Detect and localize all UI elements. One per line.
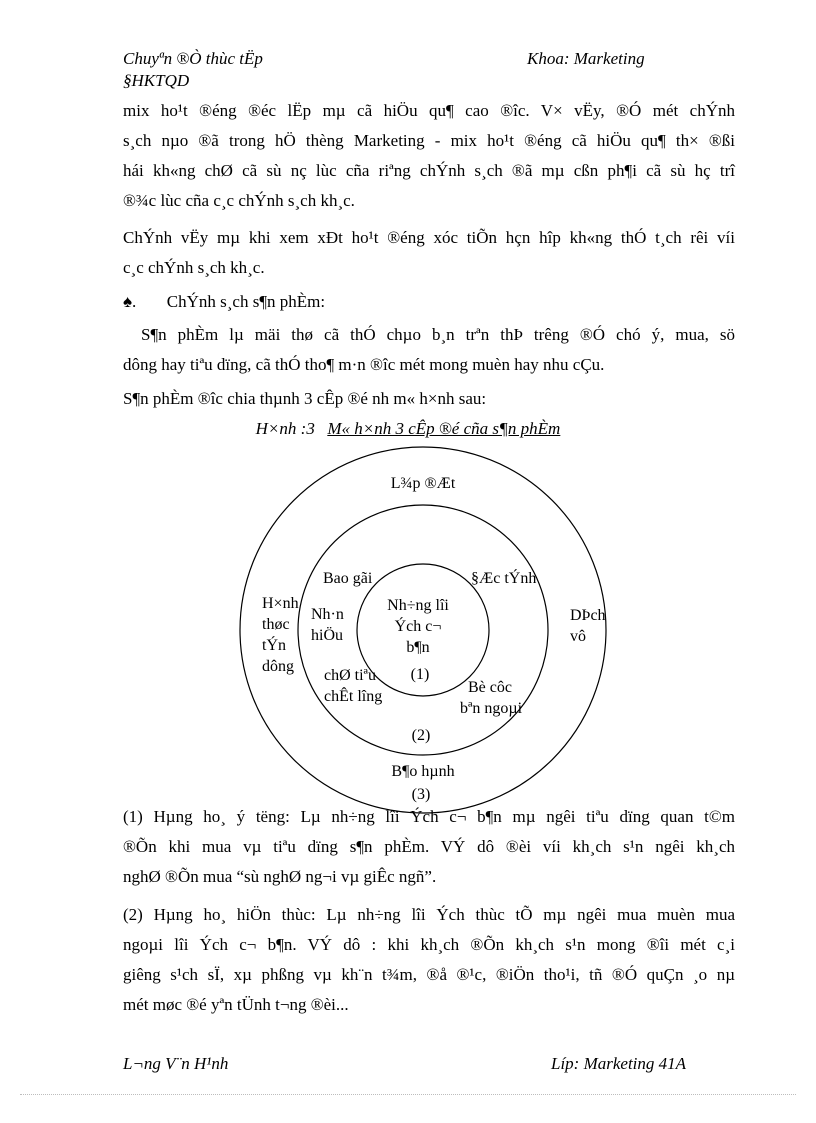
label-core-line: Nh÷ng lîi <box>387 597 449 614</box>
label-service-line: DÞch <box>570 607 606 624</box>
footer-author: L¬ng V¨n H¹nh <box>123 1054 229 1073</box>
label-warranty: B¶o hµnh <box>391 763 455 780</box>
footer-class: Líp: Marketing 41A <box>551 1054 687 1073</box>
label-design-line: Bè côc <box>468 679 512 696</box>
header-title: Chuyªn ®Ò thùc tËp <box>123 49 263 68</box>
figure-caption <box>0 419 816 439</box>
label-brand-line: hiÖu <box>311 627 343 644</box>
text-line: S¶n phÈm lµ mäi thø cã thÓ chµo b¸n trªn thÞ trêng ®Ó chó ý, mua, sö <box>141 325 735 344</box>
label-packaging: Bao gãi <box>323 570 373 587</box>
text-line: dông hay tiªu dïng, cã thÓ tho¶ m·n ®îc mét mong muèn hay nhu cÇu. <box>123 355 605 374</box>
header-faculty: Khoa: Marketing <box>527 49 645 68</box>
heading-product-policy: ChÝnh s¸ch s¶n phÈm: <box>166 292 326 311</box>
page-divider <box>20 1094 796 1095</box>
middle-circle-actual <box>298 505 548 755</box>
label-credit-line: H×nh <box>262 595 299 612</box>
figure-title: M« h×nh 3 cÊp ®é cña s¶n phÈm <box>327 419 561 438</box>
paragraph-product-definition <box>123 320 735 380</box>
text-line: hái kh«ng chØ cã sù nç lùc cña riªng chÝnh s¸ch ®ã mµ cßn ph¶i cã sù hç trî <box>123 161 735 180</box>
text-line: ChÝnh vËy mµ khi xem xÐt ho¹t ®éng xóc tiÕn hçn hîp kh«ng thÓ t¸ch rêi víi <box>123 228 735 247</box>
list-item-actual-product <box>123 900 735 1020</box>
figure-number: H×nh :3 <box>255 419 315 438</box>
list-item-core-product <box>123 802 735 892</box>
label-credit-line: tÝn <box>262 637 286 654</box>
section-heading <box>123 287 735 317</box>
label-level-3: (3) <box>411 786 431 803</box>
text-line: (2) Hµng ho¸ hiÖn thùc: Lµ nh÷ng lîi Ých thùc tÕ mµ ngêi mua muèn mua <box>123 905 735 924</box>
text-line: ®¾c lùc cña c¸c chÝnh s¸ch kh¸c. <box>123 191 355 210</box>
text-line: ngoµi lîi Ých c¬ b¶n. VÝ dô : khi kh¸ch ®Õn kh¸ch s¹n mong ®îi mét c¸i <box>123 935 735 954</box>
header-university: §HKTQD <box>123 71 190 90</box>
outer-circle-augmented <box>240 447 606 813</box>
text-line: nghØ ®Õn mua “sù nghØ ng¬i vµ giÊc ngñ”. <box>123 867 437 886</box>
text-line: ®Õn khi mua vµ tiªu dïng s¶n phÈm. VÝ dô ®èi víi kh¸ch s¹n ngêi kh¸ch <box>123 837 735 856</box>
label-credit-line: dông <box>262 658 294 675</box>
label-service-line: vô <box>570 628 586 645</box>
paragraph-promotion <box>123 223 735 283</box>
inner-circle-core <box>357 564 489 696</box>
label-core-line: Ých c¬ <box>394 618 442 635</box>
label-quality-line: chØ tiªu <box>324 667 376 684</box>
label-brand-line: Nh·n <box>311 606 344 623</box>
text-line: mét møc ®é yªn tÜnh t¬ng ®èi... <box>123 995 349 1014</box>
paragraph-levels-intro: S¶n phÈm ®îc chia thµnh 3 cÊp ®é nh m« h×nh sau: <box>123 389 487 408</box>
label-core-line: b¶n <box>406 639 430 656</box>
label-level-1: (1) <box>410 666 430 683</box>
text-line: s¸ch nµo ®ã trong hÖ thèng Marketing - mix ho¹t ®éng cã hiÖu qu¶ th× ®ßi <box>123 131 735 150</box>
label-design-line: bªn ngoµi <box>460 700 523 717</box>
text-line: mix ho¹t ®éng ®éc lËp mµ cã hiÖu qu¶ cao ®îc. V× vËy, ®Ó mét chÝnh <box>123 101 735 120</box>
label-level-2: (2) <box>411 727 431 744</box>
text-line: giêng s¹ch sÏ, xµ phßng vµ kh¨n t¾m, ®å ®¹c, ®iÖn tho¹i, tñ ®Ó quÇn ¸o nµ <box>123 965 735 984</box>
label-credit-line: thøc <box>262 616 290 633</box>
spade-bullet-icon: ♠. <box>123 292 137 311</box>
text-line: c¸c chÝnh s¸ch kh¸c. <box>123 258 265 277</box>
label-installation: L¾p ®Æt <box>390 475 456 492</box>
paragraph-mix-effectiveness <box>123 96 735 216</box>
label-quality-line: chÊt lîng <box>324 688 383 705</box>
text-line: (1) Hµng ho¸ ý tëng: Lµ nh÷ng lîi Ých c¬ b¶n mµ ngêi tiªu dïng quan t©m <box>123 807 735 826</box>
label-features: §Æc tÝnh <box>471 570 537 587</box>
